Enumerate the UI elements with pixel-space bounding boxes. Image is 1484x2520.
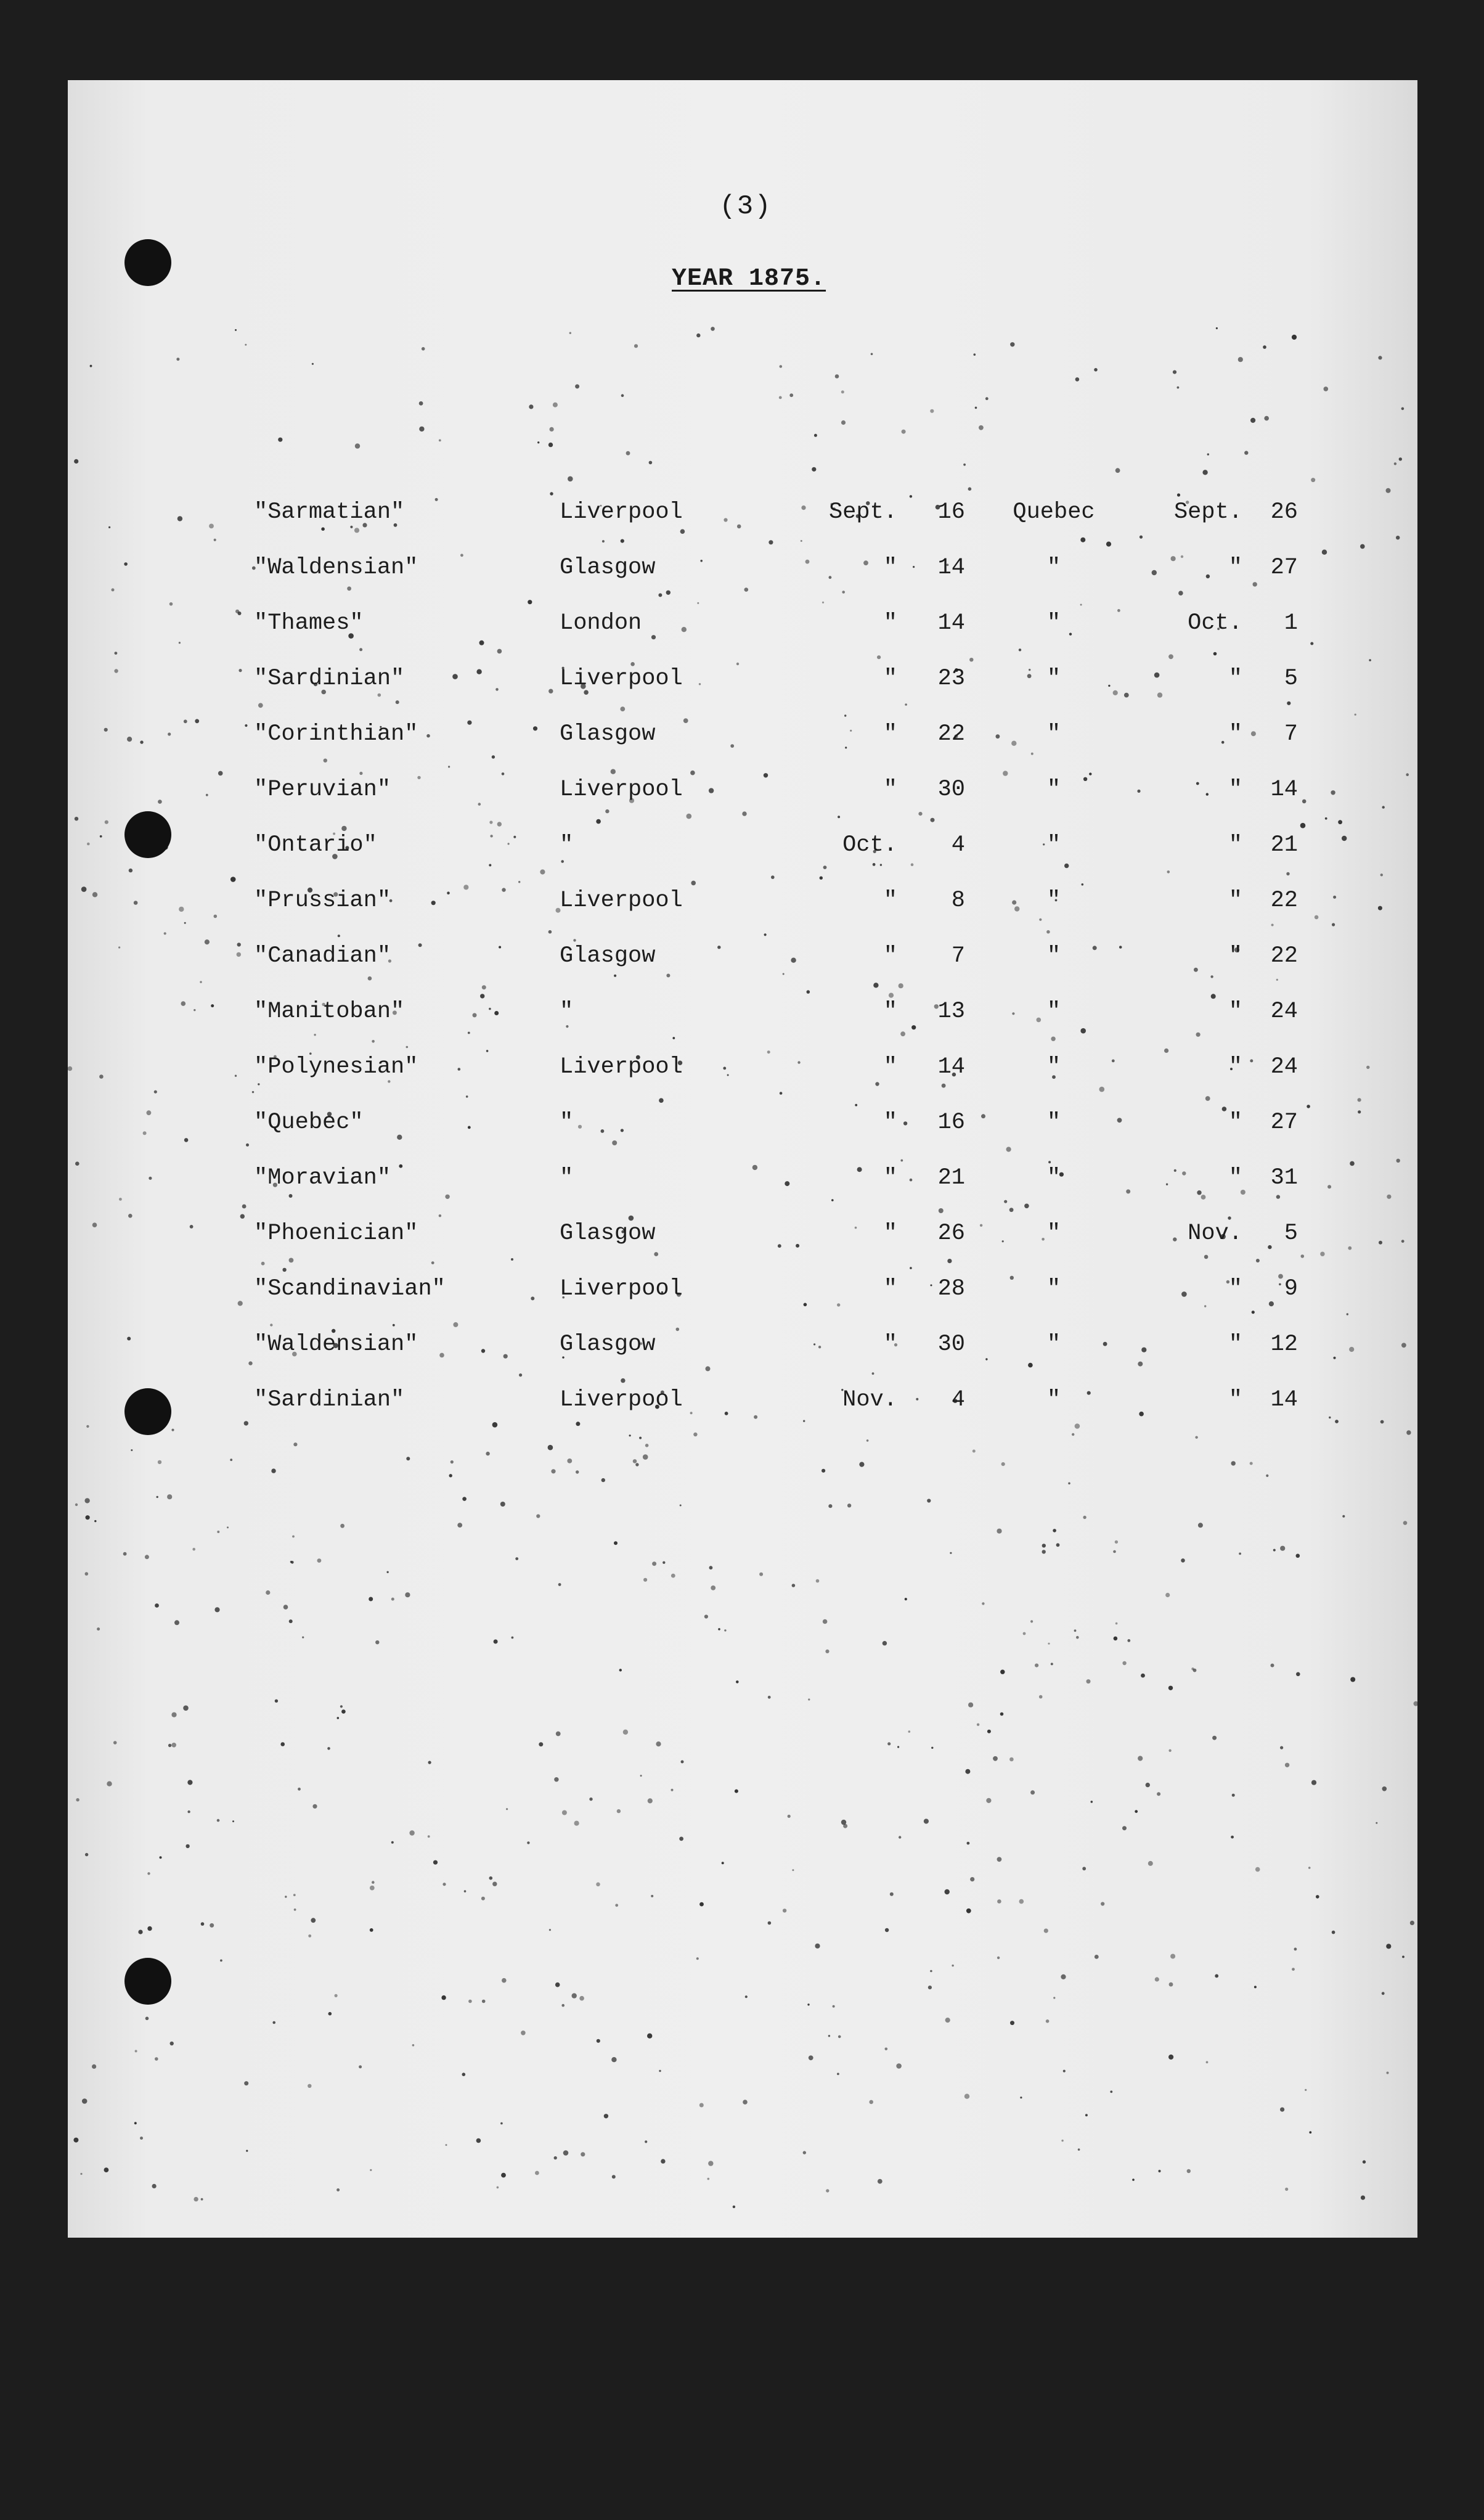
table-row	[68, 1276, 1417, 1313]
departure-port: Liverpool	[560, 777, 683, 803]
arrival-month: "	[1228, 1332, 1242, 1357]
ship-name: "Waldensian"	[254, 1332, 418, 1357]
arrival-month: Sept.	[1173, 499, 1242, 525]
departure-day: 16	[937, 499, 965, 525]
departure-month: "	[883, 888, 897, 914]
departure-month: Sept.	[828, 499, 897, 525]
arrival-month: "	[1228, 888, 1242, 914]
destination-port: "	[1046, 832, 1061, 858]
destination-port: "	[1046, 610, 1061, 636]
departure-port: "	[560, 1110, 574, 1135]
departure-port: Glasgow	[560, 721, 656, 747]
ship-name: "Waldensian"	[254, 555, 418, 581]
departure-port: "	[560, 999, 574, 1025]
departure-port: Liverpool	[560, 1054, 683, 1080]
departure-day: 4	[951, 1387, 965, 1413]
departure-month: "	[883, 555, 897, 581]
arrival-day: 5	[1284, 1221, 1298, 1246]
arrival-day: 1	[1284, 610, 1298, 636]
arrival-day: 14	[1270, 777, 1298, 803]
departure-day: 16	[937, 1110, 965, 1135]
arrival-month: "	[1228, 1387, 1242, 1413]
departure-day: 22	[937, 721, 965, 747]
table-row	[68, 555, 1417, 592]
destination-port: "	[1046, 777, 1061, 803]
arrival-day: 9	[1284, 1276, 1298, 1302]
destination-port: "	[1046, 1387, 1061, 1413]
departure-port: "	[560, 832, 574, 858]
arrival-day: 24	[1270, 1054, 1298, 1080]
departure-month: "	[883, 943, 897, 969]
destination-port: "	[1046, 943, 1061, 969]
departure-day: 26	[937, 1221, 965, 1246]
table-row	[68, 666, 1417, 703]
departure-month: "	[883, 999, 897, 1025]
departure-day: 30	[937, 777, 965, 803]
arrival-month: "	[1228, 832, 1242, 858]
ship-name: "Sarmatian"	[254, 499, 405, 525]
ship-name: "Sardinian"	[254, 1387, 405, 1413]
destination-port: "	[1046, 1110, 1061, 1135]
departure-day: 4	[951, 832, 965, 858]
arrival-month: "	[1228, 555, 1242, 581]
departure-month: "	[883, 1332, 897, 1357]
ship-name: "Moravian"	[254, 1165, 391, 1191]
arrival-day: 21	[1270, 832, 1298, 858]
arrival-month: "	[1228, 666, 1242, 692]
arrival-day: 14	[1270, 1387, 1298, 1413]
departure-port: Liverpool	[560, 888, 683, 914]
arrival-month: "	[1228, 943, 1242, 969]
departure-month: "	[883, 777, 897, 803]
ship-name: "Quebec"	[254, 1110, 364, 1135]
scan-speckle-noise	[68, 80, 1417, 2238]
destination-port: "	[1046, 1054, 1061, 1080]
ship-name: "Canadian"	[254, 943, 391, 969]
destination-port: "	[1046, 555, 1061, 581]
arrival-month: "	[1228, 1110, 1242, 1135]
table-row	[68, 499, 1417, 536]
page-number: (3)	[719, 191, 772, 222]
table-row	[68, 943, 1417, 980]
arrival-day: 27	[1270, 1110, 1298, 1135]
ship-name: "Prussian"	[254, 888, 391, 914]
departure-port: Liverpool	[560, 1387, 683, 1413]
ship-name: "Polynesian"	[254, 1054, 418, 1080]
departure-month: "	[883, 1165, 897, 1191]
destination-port: Quebec	[1013, 499, 1095, 525]
arrival-month: Oct.	[1188, 610, 1242, 636]
departure-day: 23	[937, 666, 965, 692]
arrival-day: 26	[1270, 499, 1298, 525]
departure-port: Liverpool	[560, 666, 683, 692]
ship-name: "Manitoban"	[254, 999, 405, 1025]
destination-port: "	[1046, 1332, 1061, 1357]
ship-name: "Phoenician"	[254, 1221, 418, 1246]
table-row	[68, 999, 1417, 1036]
ship-name: "Sardinian"	[254, 666, 405, 692]
table-row	[68, 1387, 1417, 1424]
departure-port: Glasgow	[560, 555, 656, 581]
departure-month: "	[883, 1110, 897, 1135]
destination-port: "	[1046, 721, 1061, 747]
document-page	[68, 80, 1417, 2238]
departure-month: "	[883, 1276, 897, 1302]
table-row	[68, 721, 1417, 758]
table-row	[68, 610, 1417, 647]
departure-port: Liverpool	[560, 499, 683, 525]
ship-name: "Corinthian"	[254, 721, 418, 747]
arrival-day: 12	[1270, 1332, 1298, 1357]
arrival-day: 31	[1270, 1165, 1298, 1191]
departure-day: 13	[937, 999, 965, 1025]
arrival-day: 5	[1284, 666, 1298, 692]
departure-port: "	[560, 1165, 574, 1191]
arrival-day: 24	[1270, 999, 1298, 1025]
departure-day: 14	[937, 555, 965, 581]
arrival-month: "	[1228, 1165, 1242, 1191]
departure-day: 14	[937, 610, 965, 636]
table-row	[68, 832, 1417, 869]
departure-port: Liverpool	[560, 1276, 683, 1302]
ship-name: "Ontario"	[254, 832, 377, 858]
table-row	[68, 1165, 1417, 1202]
departure-day: 7	[951, 943, 965, 969]
departure-port: Glasgow	[560, 1332, 656, 1357]
arrival-month: "	[1228, 1276, 1242, 1302]
arrival-month: "	[1228, 1054, 1242, 1080]
destination-port: "	[1046, 888, 1061, 914]
page-title: YEAR 1875.	[672, 265, 826, 293]
departure-month: "	[883, 1221, 897, 1246]
arrival-day: 22	[1270, 943, 1298, 969]
departure-month: "	[883, 666, 897, 692]
departure-port: London	[560, 610, 642, 636]
punch-hole-1	[124, 239, 171, 286]
table-row	[68, 1221, 1417, 1258]
departure-day: 8	[951, 888, 965, 914]
departure-day: 14	[937, 1054, 965, 1080]
arrival-month: "	[1228, 777, 1242, 803]
table-row	[68, 1332, 1417, 1368]
ship-name: "Peruvian"	[254, 777, 391, 803]
departure-month: Nov.	[842, 1387, 897, 1413]
arrival-day: 22	[1270, 888, 1298, 914]
arrival-day: 7	[1284, 721, 1298, 747]
departure-month: Oct.	[842, 832, 897, 858]
destination-port: "	[1046, 666, 1061, 692]
ship-name: "Thames"	[254, 610, 364, 636]
table-row	[68, 1054, 1417, 1091]
arrival-month: Nov.	[1188, 1221, 1242, 1246]
destination-port: "	[1046, 1221, 1061, 1246]
departure-day: 28	[937, 1276, 965, 1302]
destination-port: "	[1046, 999, 1061, 1025]
table-row	[68, 777, 1417, 814]
arrival-month: "	[1228, 999, 1242, 1025]
departure-month: "	[883, 721, 897, 747]
departure-month: "	[883, 1054, 897, 1080]
departure-day: 21	[937, 1165, 965, 1191]
punch-hole-4	[124, 1958, 171, 2005]
destination-port: "	[1046, 1276, 1061, 1302]
departure-day: 30	[937, 1332, 965, 1357]
arrival-month: "	[1228, 721, 1242, 747]
departure-month: "	[883, 610, 897, 636]
arrival-day: 27	[1270, 555, 1298, 581]
table-row	[68, 888, 1417, 925]
ship-name: "Scandinavian"	[254, 1276, 446, 1302]
departure-port: Glasgow	[560, 943, 656, 969]
destination-port: "	[1046, 1165, 1061, 1191]
table-row	[68, 1110, 1417, 1147]
departure-port: Glasgow	[560, 1221, 656, 1246]
